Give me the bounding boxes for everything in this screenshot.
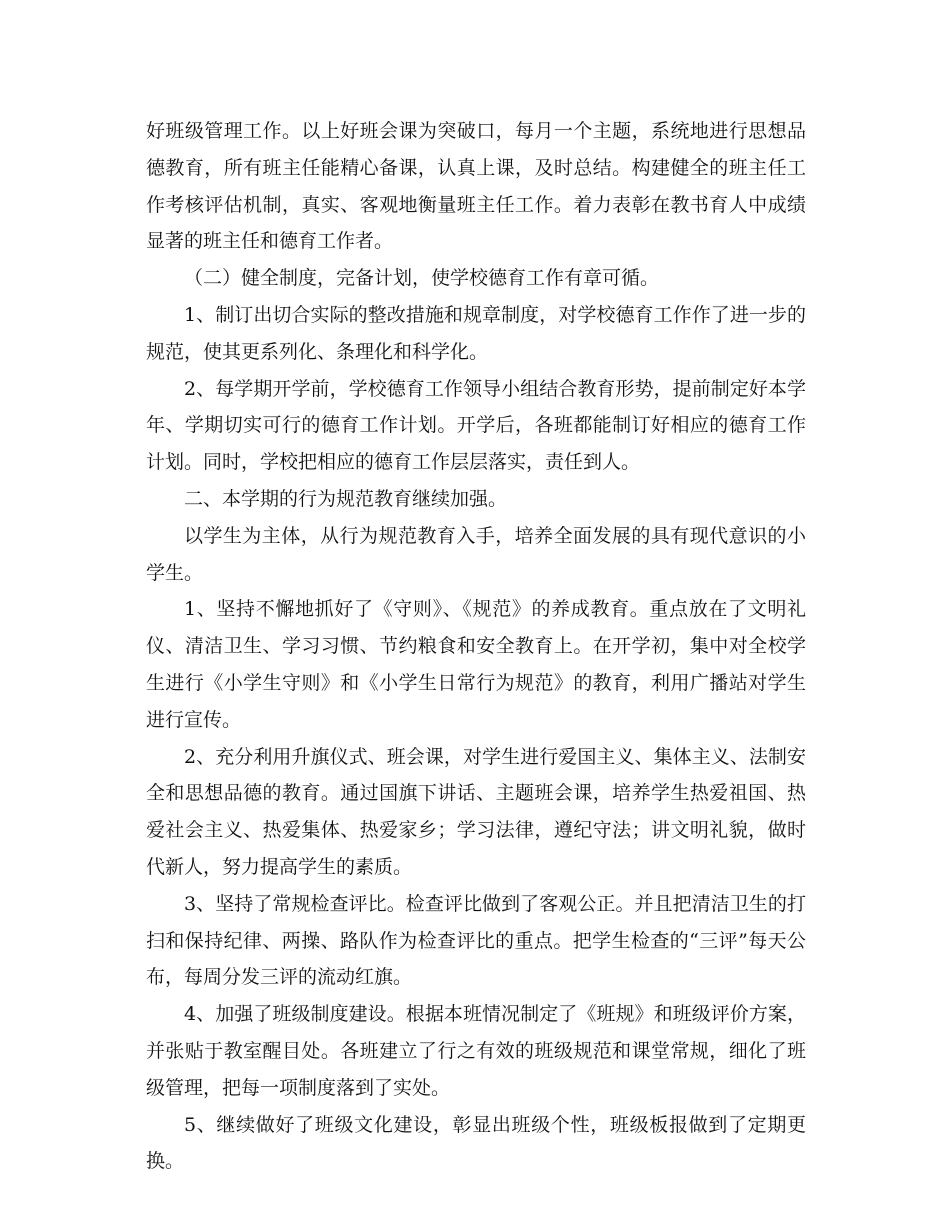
paragraph-behavior-3: 3、坚持了常规检查评比。检查评比做到了客观公正。并且把清洁卫生的打扫和保持纪律、两操、路队作为检查评比的重点。把学生检查的“三评”每天公布，每周分发三评的流动红旗。	[146, 892, 806, 989]
paragraph-behavior-1: 1、坚持不懈地抓好了《守则》、《规范》的养成教育。重点放在了文明礼仪、清洁卫生、学习习惯、节约粮食和安全教育上。在开学初，集中对全校学生进行《小学生守则》和《小学生日常行为规范》的教育，利用广播站对学生进行宣传。	[146, 598, 806, 731]
paragraph-behavior-4: 4、加强了班级制度建设。根据本班情况制定了《班规》和班级评价方案，并张贴于教室醒目处。各班建立了行之有效的班级规范和课堂常规，细化了班级管理，把每一项制度落到了实处。	[146, 1003, 806, 1099]
paragraph-continued: 好班级管理工作。以上好班会课为突破口，每月一个主题，系统地进行思想品德教育，所有班主任能精心备课，认真上课，及时总结。构建健全的班主任工作考核评估机制，真实、客观地衡量班主任工作。着力表彰在教书育人中成绩显著的班主任和德育工作者。	[146, 120, 806, 253]
document-body	[146, 113, 806, 1180]
paragraph-item-1: 1、制订出切合实际的整改措施和规章制度，对学校德育工作作了进一步的规范，使其更系列化、条理化和科学化。	[146, 303, 806, 363]
paragraph-intro: 以学生为主体，从行为规范教育入手，培养全面发展的具有现代意识的小学生。	[146, 524, 806, 584]
section-heading-behavior-education: 二、本学期的行为规范教育继续加强。	[184, 487, 508, 510]
paragraph-item-2: 2、每学期开学前，学校德育工作领导小组结合教育形势，提前制定好本学年、学期切实可行的德育工作计划。开学后，各班都能制订好相应的德育工作计划。同时，学校把相应的德育工作层层落实，责任到人。	[146, 377, 806, 474]
section-heading-system-plan: （二）健全制度，完备计划，使学校德育工作有章可循。	[184, 267, 660, 290]
paragraph-behavior-2: 2、充分利用升旗仪式、班会课，对学生进行爱国主义、集体主义、法制安全和思想品德的教育。通过国旗下讲话、主题班会课，培养学生热爱祖国、热爱社会主义、热爱集体、热爱家乡；学习法律，遵纪守法；讲文明礼貌，做时代新人，努力提高学生的素质。	[146, 745, 806, 878]
paragraph-behavior-5: 5、继续做好了班级文化建设，彰显出班级个性，班级板报做到了定期更换。	[146, 1113, 806, 1173]
